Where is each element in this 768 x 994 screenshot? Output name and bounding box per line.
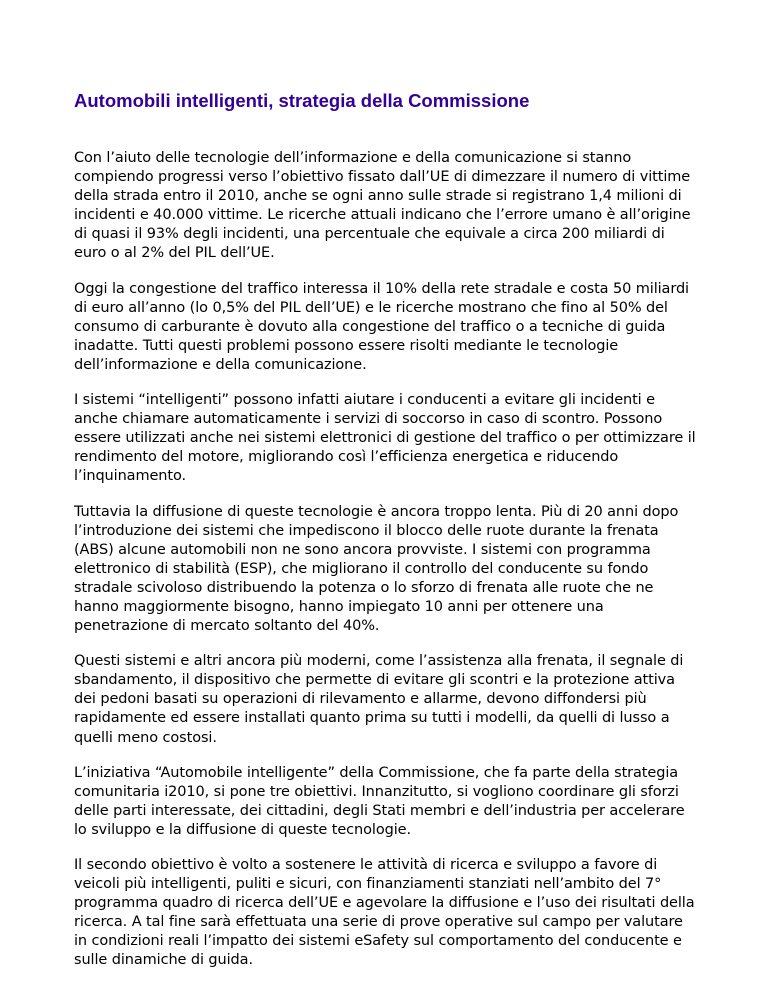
document-page	[74, 88, 700, 987]
paragraph-5: Questi sistemi e altri ancora più moderni, come l’assistenza alla frenata, il segnale di sbandamento, il dispositivo che permette di evitare gli scontri e la protezione attiva dei pedoni basati su operazioni di rilevamento e allarme, devono diffondersi più rapidamente ed essere installati quanto prima su tutti i modelli, da quelli di lusso a quelli meno costosi.	[74, 653, 684, 746]
paragraph-2: Oggi la congestione del traffico interessa il 10% della rete stradale e costa 50 miliardi di euro all’anno (lo 0,5% del PIL dell’UE) e le ricerche mostrano che fino al 50% del consumo di carburante è dovuto alla congestione del traffico o a tecniche di guida inadatte. Tutti questi problemi possono essere risolti mediante le tecnologie dell’informazione e della comunicazione.	[74, 280, 689, 373]
paragraph-3: I sistemi “intelligenti” possono infatti aiutare i conducenti a evitare gli incidenti e anche chiamare automaticamente i servizi di soccorso in caso di scontro. Possono essere utilizzati anche nei sistemi elettronici di gestione del traffico o per ottimizzare il rendimento del motore, migliorando così l’efficienza energetica e riducendo l’inquinamento.	[74, 392, 696, 485]
paragraph-6: L’iniziativa “Automobile intelligente” della Commissione, che fa parte della strategia comunitaria i2010, si pone tre obiettivi. Innanzitutto, si vogliono coordinare gli sforzi delle parti interessate, dei cittadini, degli Stati membri e dell’industria per accelerare lo sviluppo e la diffusione di queste tecnologie.	[74, 764, 685, 838]
document-title: Automobili intelligenti, strategia della Commissione	[74, 90, 530, 111]
paragraph-1: Con l’aiuto delle tecnologie dell’informazione e della comunicazione si stanno compiendo progressi verso l’obiettivo fissato dall’UE di dimezzare il numero di vittime della strada entro il 2010, anche se ogni anno sulle strade si registrano 1,4 milioni di incidenti e 40.000 vittime. Le ricerche attuali indicano che l’errore umano è all’origine di quasi il 93% degli incidenti, una percentuale che equivale a circa 200 miliardi di euro o al 2% del PIL dell’UE.	[74, 150, 691, 262]
paragraph-7: Il secondo obiettivo è volto a sostenere le attività di ricerca e sviluppo a favore di veicoli più intelligenti, puliti e sicuri, con finanziamenti stanziati nell’ambito del 7° programma quadro di ricerca dell’UE e agevolare la diffusione e l’uso dei risultati della ricerca. A tal fine sarà effettuata una serie di prove operative sul campo per valutare in condizioni reali l’impatto dei sistemi eSafety sul comportamento del conducente e sulle dinamiche di guida.	[74, 857, 695, 969]
paragraph-4: Tuttavia la diffusione di queste tecnologie è ancora troppo lenta. Più di 20 anni dopo l’introduzione dei sistemi che impediscono il blocco delle ruote durante la frenata (ABS) alcune automobili non ne sono ancora provviste. I sistemi con programma elettronico di stabilità (ESP), che migliorano il controllo del conducente su fondo stradale scivoloso distribuendo la potenza o lo sforzo di frenata alle ruote che ne hanno maggiormente bisogno, hanno impiegato 10 anni per ottenere una penetrazione di mercato soltanto del 40%.	[74, 503, 679, 635]
